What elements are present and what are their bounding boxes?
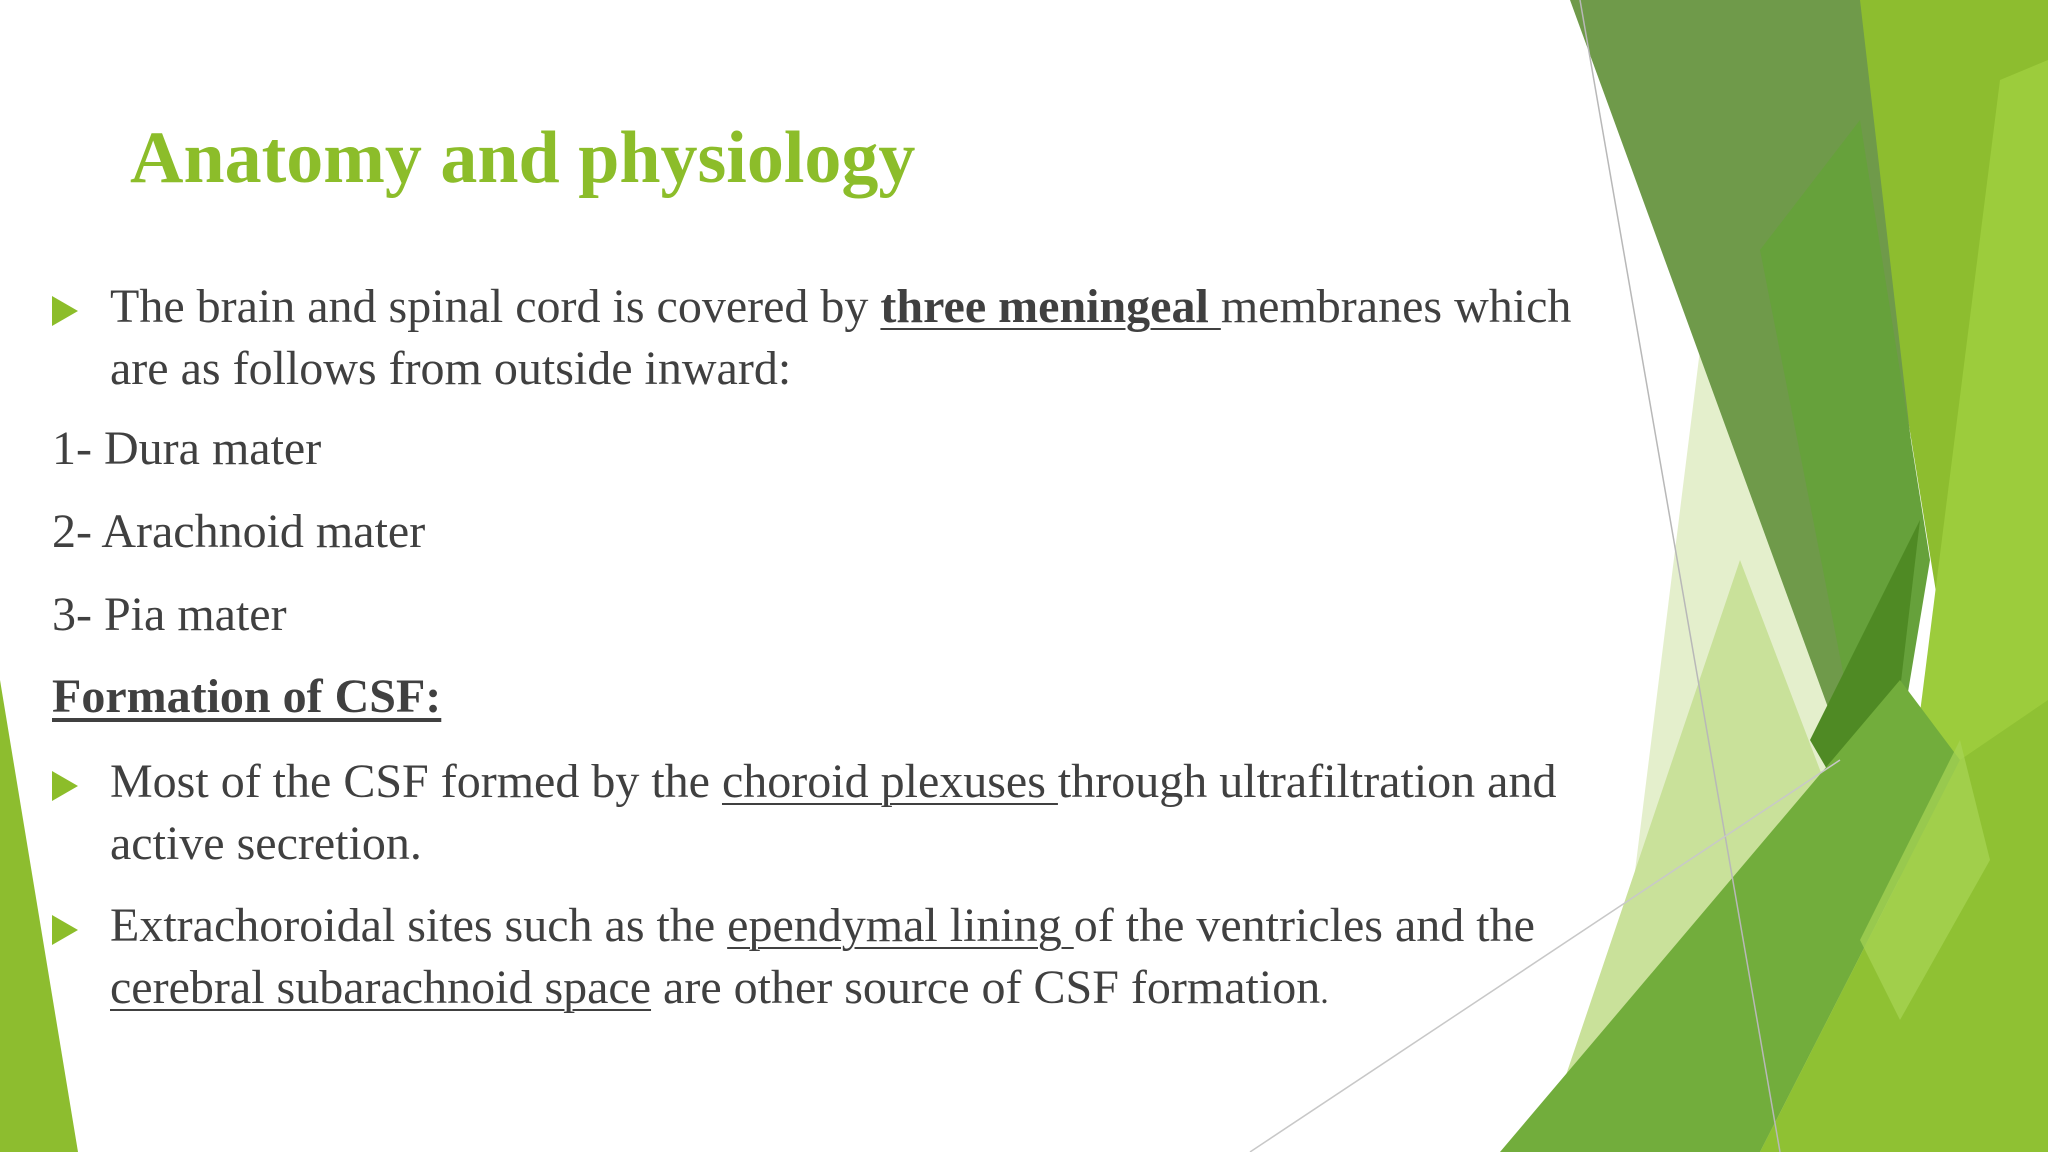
emphasis-three-meningeal: three meningeal (880, 280, 1221, 333)
underline-choroid-plexuses: choroid plexuses (721, 755, 1058, 808)
slide-title: Anatomy and physiology (130, 117, 916, 199)
csf-heading: Formation of CSF: (52, 670, 442, 723)
bullet-line-2: cerebral subarachnoid space are other source of CSF formation. (110, 961, 1329, 1014)
bullet-line-2: are as follows from outside inward: (110, 342, 792, 395)
underline-subarachnoid-space: cerebral subarachnoid space (110, 961, 652, 1014)
bullet-meninges (110, 276, 1670, 400)
triangle-bullet-icon (52, 771, 78, 801)
bullet-line-1: Most of the CSF formed by the choroid plexuses through ultrafiltration and (110, 755, 1557, 808)
bullet-extrachoroidal (110, 895, 1670, 1024)
bullet-line-1: Extrachoroidal sites such as the ependymal lining of the ventricles and the (110, 899, 1535, 952)
list-item-arachnoid: 2- Arachnoid mater (52, 505, 426, 558)
bullet-line-1: The brain and spinal cord is covered by three meningeal membranes which (110, 280, 1572, 333)
bullet-choroid (110, 751, 1670, 875)
triangle-bullet-icon (52, 915, 78, 945)
list-item-dura: 1- Dura mater (52, 422, 322, 475)
triangle-bullet-icon (52, 296, 78, 326)
underline-ependymal-lining: ependymal lining (727, 899, 1074, 952)
bullet-line-2: active secretion. (110, 817, 422, 870)
list-item-pia: 3- Pia mater (52, 588, 287, 641)
